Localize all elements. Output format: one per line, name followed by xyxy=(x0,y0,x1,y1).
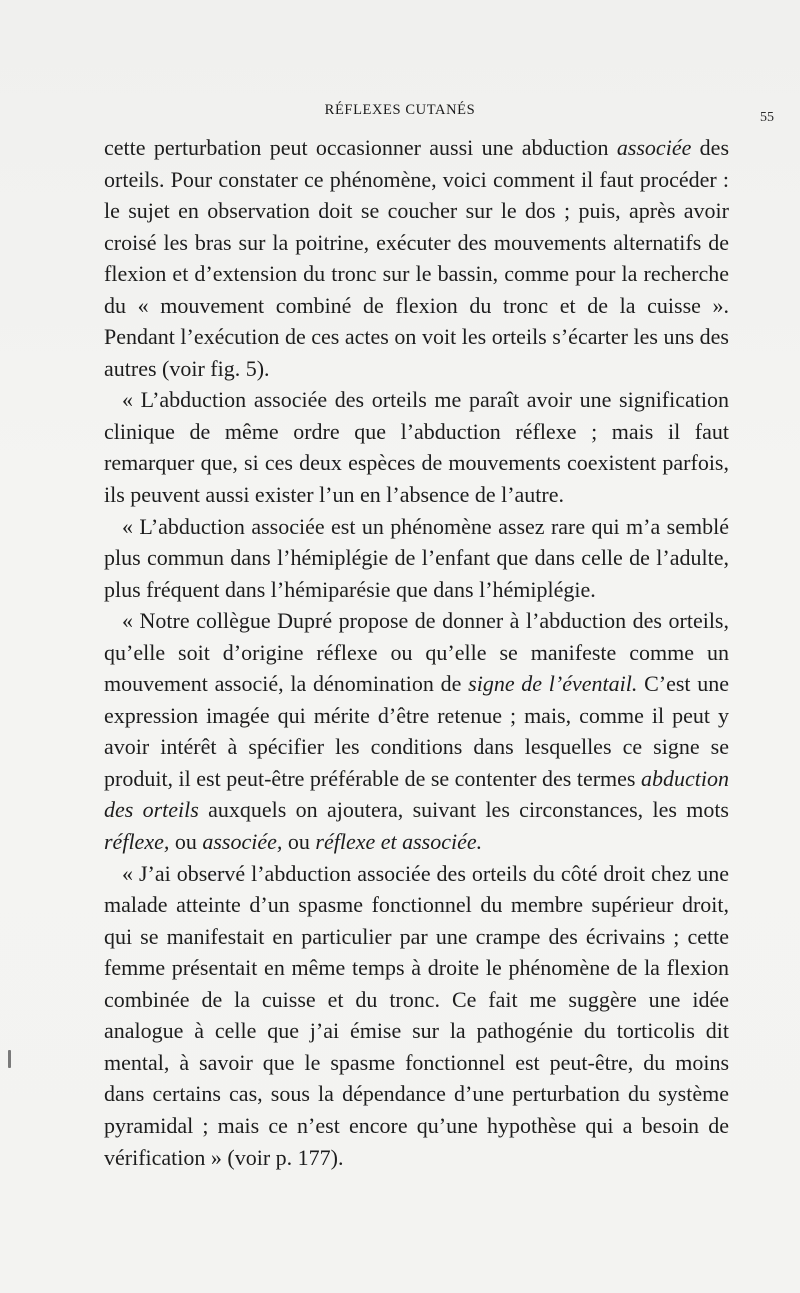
italic-text-run: réflexe, xyxy=(104,829,170,855)
italic-text-run: signe de l’éventail. xyxy=(468,671,638,697)
text-run: « Notre collègue Dupré propose de donner à l’abduction des orteils, qu’elle soit d’origine réflexe ou qu’elle se manifeste comme un mouvement associé, la dénomination de xyxy=(104,608,729,697)
text-run: « J’ai observé l’abduction associée des orteils du côté droit chez une malade atteinte d’un spasme fonctionnel du membre supérieur droit, qui se manifestait en particulier par une crampe des écrivains ; cette femme présentait en même temps à droite le phénomène de la flexion combinée de la cuisse et du tronc. Ce fait me suggère une idée analogue à celle que j’ai émise sur la pathogénie du torticolis dit mental, à savoir que le spasme fonctionnel est peut-être, du moins dans certains cas, sous la dépendance d’une perturbation du système pyramidal ; mais ce n’est encore qu’une hypothèse qui a besoin de vérification » (voir p. 177). xyxy=(104,860,729,1170)
italic-text-run: associée xyxy=(616,135,692,160)
body-text xyxy=(104,132,729,1173)
text-run: ou xyxy=(282,829,316,855)
text-run: des orteils. Pour constater ce phénomène, voici comment il faut procéder : le sujet en observation doit se coucher sur le dos ; puis, après avoir croisé les bras sur la poitrine, exécuter des mouvements alternatifs de flexion et d’extension du tronc sur le bassin, comme pour la recherche du « mouvement combiné de flexion du tronc et de la cuisse ». Pendant l’exécution de ces actes on voit les orteils s’écarter les uns des autres (voir fig. 5). xyxy=(104,135,729,381)
paragraph xyxy=(104,511,729,606)
italic-text-run: associée, xyxy=(202,829,283,855)
text-run: cette perturbation peut occasionner aussi une abduction xyxy=(104,135,617,160)
paragraph xyxy=(104,384,729,510)
paragraph xyxy=(104,132,729,384)
italic-text-run: abduction des orteils xyxy=(104,765,729,823)
page-number: 55 xyxy=(760,110,774,125)
text-run: « L’abduction associée est un phénomène assez rare qui m’a semblé plus commun dans l’hémiplégie de l’enfant que dans celle de l’adulte, plus fréquent dans l’hémiparésie que dans l’hémiplégie. xyxy=(104,513,729,602)
paragraph xyxy=(104,605,729,857)
text-run: C’est une expression imagée qui mérite d’être retenue ; mais, comme il peut y avoir intérêt à spécifier les conditions dans lesquelles ce signe se produit, il est peut-être préférable de se contenter des termes xyxy=(104,671,730,791)
paragraph xyxy=(104,858,729,1173)
running-head: RÉFLEXES CUTANÉS xyxy=(324,102,476,118)
italic-text-run: réflexe et associée. xyxy=(315,829,483,855)
margin-speck xyxy=(8,1050,11,1068)
text-run: ou xyxy=(169,829,203,855)
text-run: auxquels on ajoutera, suivant les circonstances, les mots xyxy=(198,797,729,823)
text-run: « L’abduction associée des orteils me paraît avoir une signification clinique de même ordre que l’abduction réflexe ; mais il faut remarquer que, si ces deux espèces de mouvements coexistent parfois, ils peuvent aussi exister l’un en l’absence de l’autre. xyxy=(104,387,729,508)
